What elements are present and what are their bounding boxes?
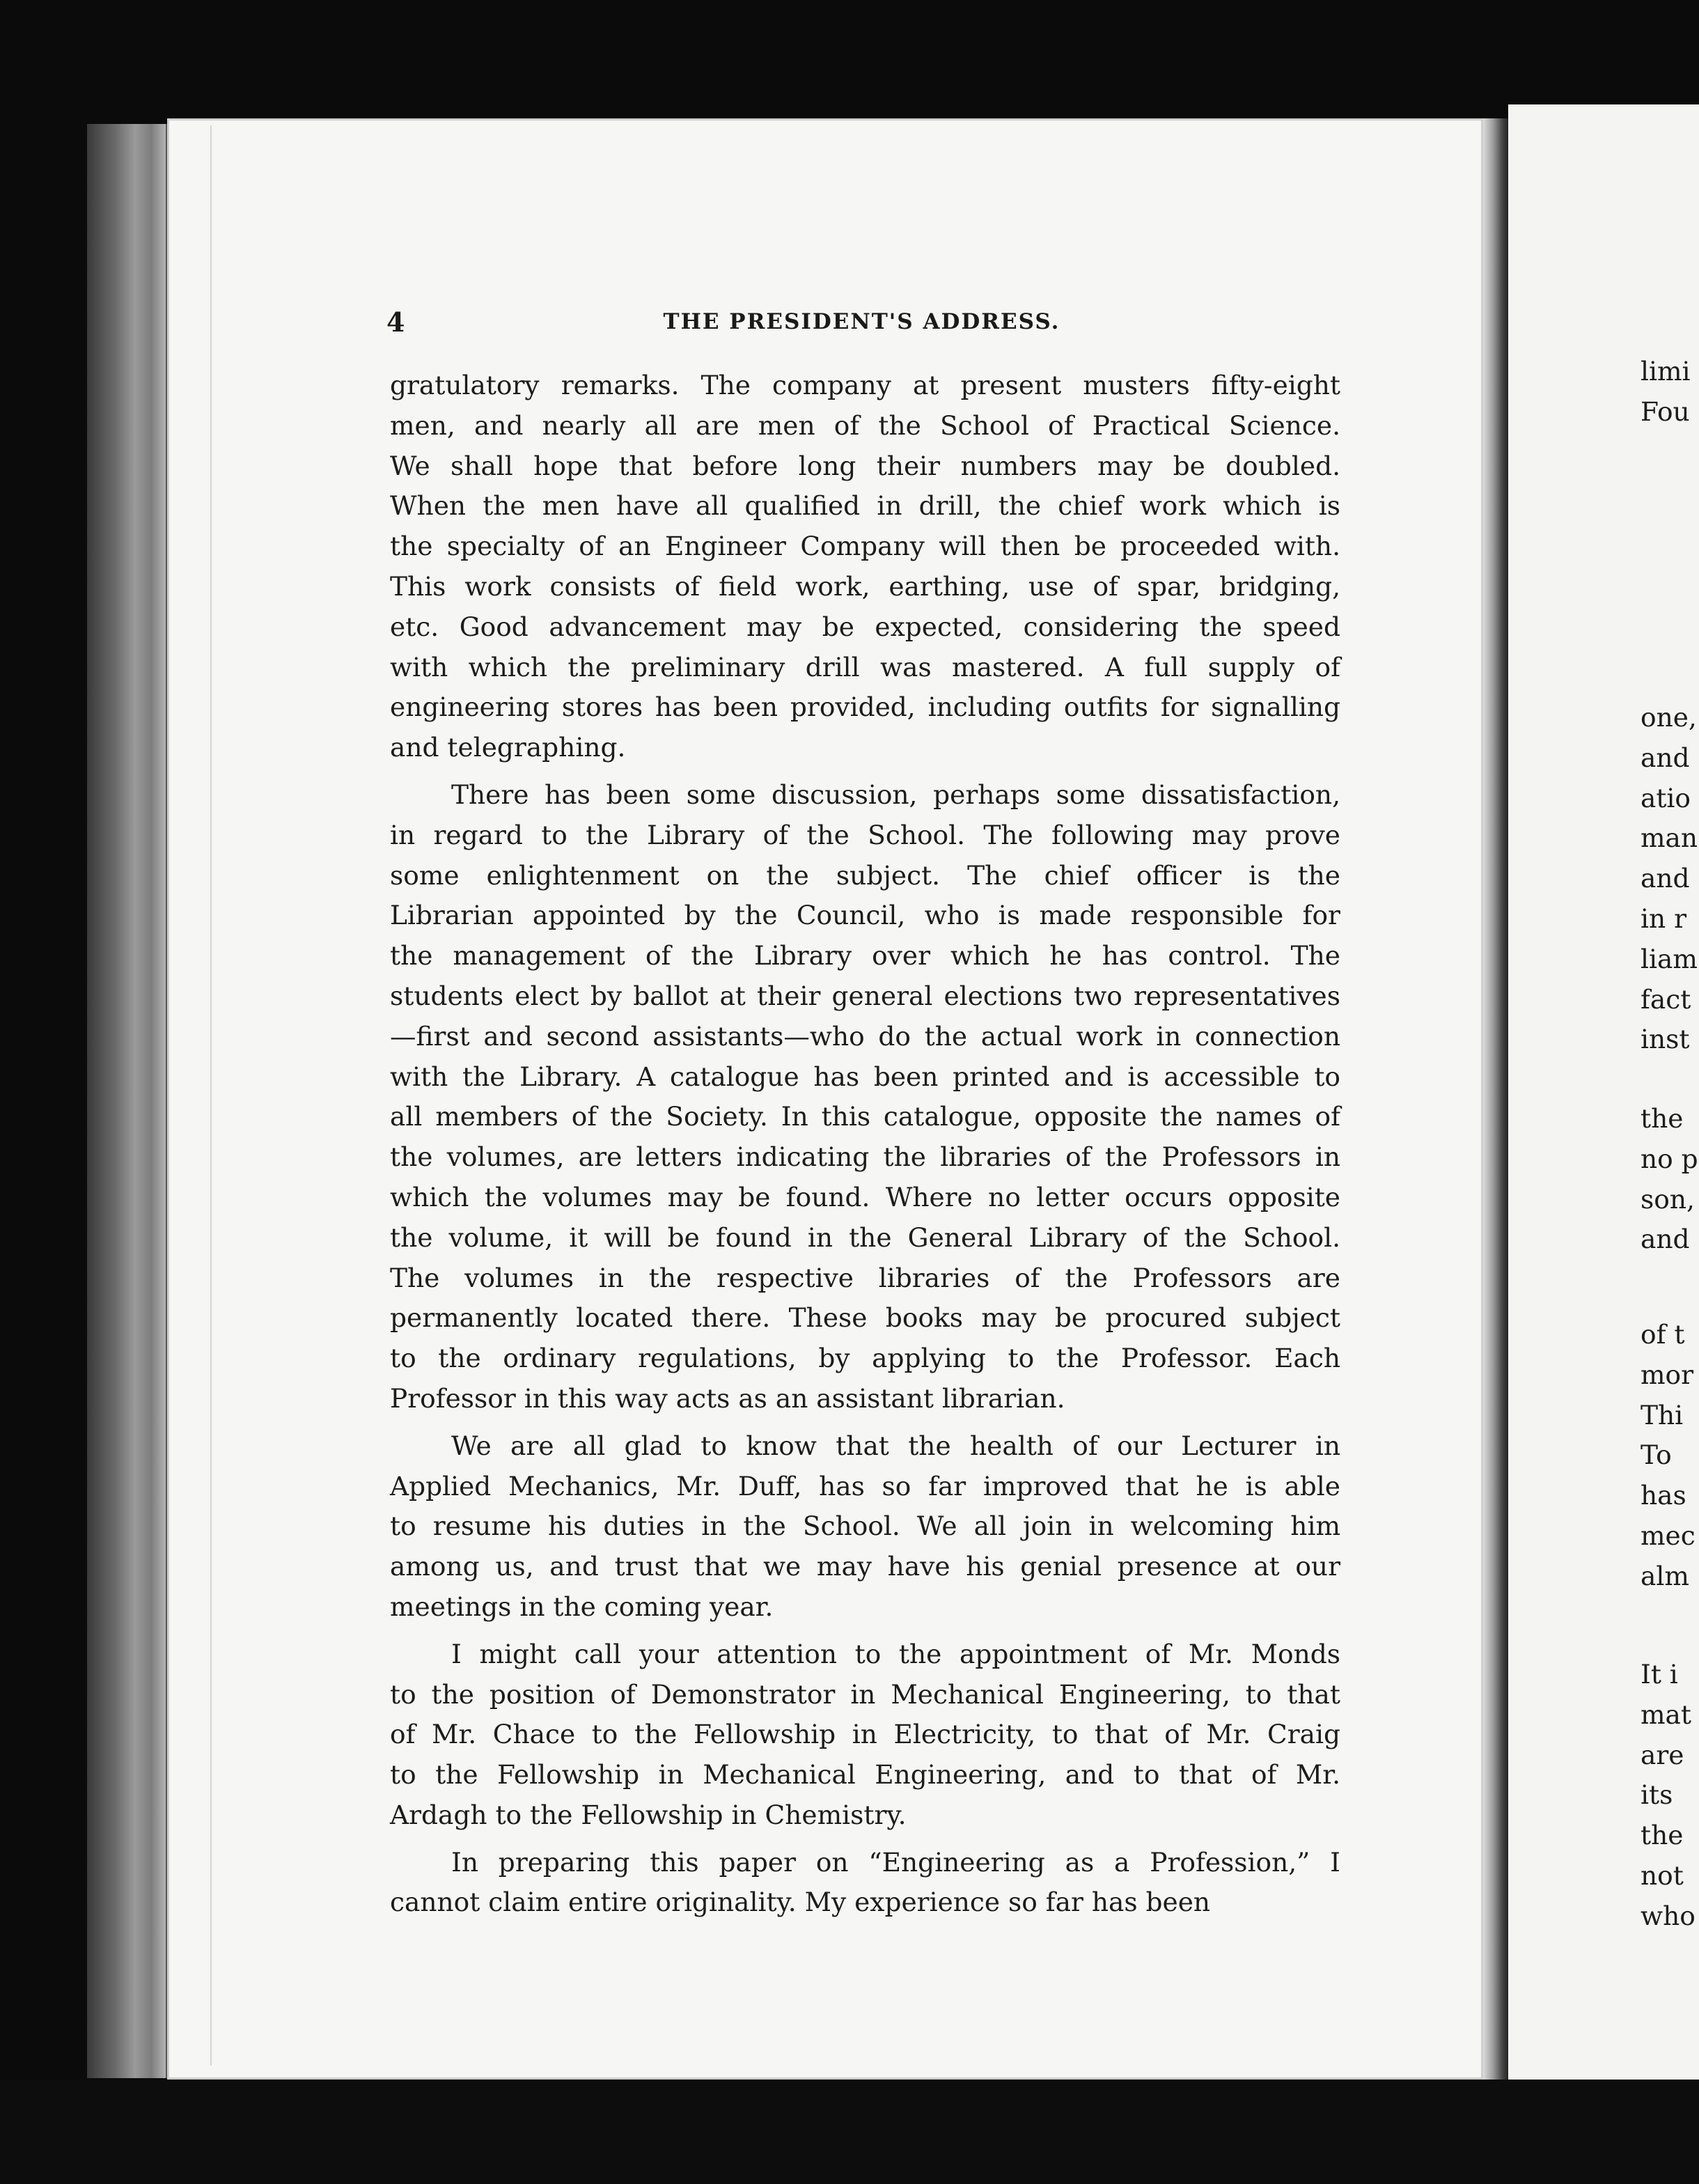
text-line: Professor in this way acts as an assistant librarian. [390,1382,1065,1414]
text-line: all members of the Society. In this catalogue, opposite the names of [390,1101,1340,1132]
text-fragment: fact [1641,983,1691,1015]
text-fragment: and [1641,1224,1690,1255]
text-fragment: Fou [1641,396,1690,427]
running-head [386,306,1337,348]
text-line: in regard to the Library of the School. The following may prove [390,819,1340,850]
book-page-edges [87,124,167,2078]
book-gutter [1483,118,1508,2080]
text-fragment: not [1641,1860,1684,1891]
text-fragment: are [1641,1739,1684,1770]
text-fragment: has [1641,1480,1686,1511]
text-fragment: who [1641,1900,1696,1931]
text-line: to the Fellowship in Mechanical Engineering, and to that of Mr. [390,1759,1340,1791]
text-line: the volumes, are letters indicating the libraries of the Professors in [390,1141,1340,1173]
text-line: This work consists of field work, earthing, use of spar, bridging, [390,570,1340,602]
text-fragment: mat [1641,1699,1691,1730]
text-fragment: in r [1641,903,1686,934]
text-line: some enlightenment on the subject. The chief officer is the [390,859,1340,891]
text-line: We are all glad to know that the health of our Lecturer in [451,1430,1340,1461]
text-line: meetings in the coming year. [390,1591,774,1622]
text-line: with which the preliminary drill was mastered. A full supply of [390,651,1340,682]
text-line: which the volumes may be found. Where no letter occurs opposite [390,1181,1340,1212]
text-fragment: the [1641,1103,1684,1134]
text-fragment: son, [1641,1183,1695,1215]
paragraph [390,1635,1340,1836]
text-line: engineering stores has been provided, including outfits for signalling [390,692,1340,723]
text-line: etc. Good advancement may be expected, considering the speed [390,611,1340,642]
text-line: cannot claim entire originality. My experience so far has been [390,1887,1211,1918]
text-line: the volume, it will be found in the General Library of the School. [390,1222,1340,1253]
text-fragment: man [1641,822,1698,854]
text-line: I might call your attention to the appointment of Mr. Monds [451,1638,1340,1669]
text-fragment: atio [1641,782,1691,813]
text-line: to the position of Demonstrator in Mechanical Engineering, to that [390,1678,1340,1710]
text-fragment: mor [1641,1359,1694,1390]
paragraph [390,1426,1340,1628]
text-line: There has been some discussion, perhaps some dissatisfaction, [451,779,1340,810]
text-line: to resume his duties in the School. We all join in welcoming him [390,1511,1340,1542]
text-line: among us, and trust that we may have his genial presence at our [390,1551,1340,1582]
text-fragment: one, [1641,702,1697,733]
text-fragment: alm [1641,1560,1689,1591]
text-fragment: of t [1641,1319,1685,1350]
text-fragment: limi [1641,356,1691,387]
paragraph [390,1843,1340,1924]
text-line: permanently located there. These books may be procured subject [390,1302,1340,1334]
paragraph [390,775,1340,1419]
text-line: and telegraphing. [390,732,626,763]
text-fragment: liam [1641,943,1698,974]
text-line: to the ordinary regulations, by applying to the Professor. Each [390,1343,1340,1374]
text-line: gratulatory remarks. The company at present musters fifty-eight [390,370,1340,400]
text-line: We shall hope that before long their numbers may be doubled. [390,450,1340,481]
text-fragment: and [1641,863,1690,894]
page-number: 4 [386,306,405,338]
text-line: In preparing this paper on “Engineering as a Profession,” I [451,1846,1340,1878]
text-line: the management of the Library over which he has control. The [390,940,1340,972]
text-fragment: its [1641,1779,1673,1811]
text-line: Applied Mechanics, Mr. Duff, has so far improved that he is able [390,1470,1340,1502]
text-fragment: no p [1641,1143,1698,1174]
text-fragment: the [1641,1820,1684,1851]
page-title: THE PRESIDENT'S ADDRESS. [663,309,1060,334]
text-line: —first and second assistants—who do the actual work in connection [390,1020,1340,1052]
text-fragment: inst [1641,1024,1690,1055]
text-line: Librarian appointed by the Council, who is made responsible for [390,900,1340,931]
text-fragment: To [1641,1440,1672,1471]
text-line: When the men have all qualified in drill, the chief work which is [390,490,1340,522]
paragraph [390,366,1340,768]
text-fragment: Thi [1641,1399,1684,1430]
text-line: of Mr. Chace to the Fellowship in Electricity, to that of Mr. Craig [390,1719,1340,1750]
text-fragment: It i [1641,1659,1678,1690]
scan-background [0,2080,1699,2184]
text-fragment: and [1641,742,1690,773]
text-line: the specialty of an Engineer Company will then be proceeded with. [390,531,1340,562]
text-line: The volumes in the respective libraries of the Professors are [390,1262,1340,1293]
body-text [390,366,1340,1930]
right-page-partial [1508,104,1699,2080]
text-line: Ardagh to the Fellowship in Chemistry. [390,1799,907,1830]
text-fragment: mec [1641,1520,1696,1551]
text-line: with the Library. A catalogue has been printed and is accessible to [390,1061,1340,1092]
text-line: men, and nearly all are men of the School of Practical Science. [390,410,1340,441]
text-line: students elect by ballot at their general elections two representatives [390,980,1340,1011]
